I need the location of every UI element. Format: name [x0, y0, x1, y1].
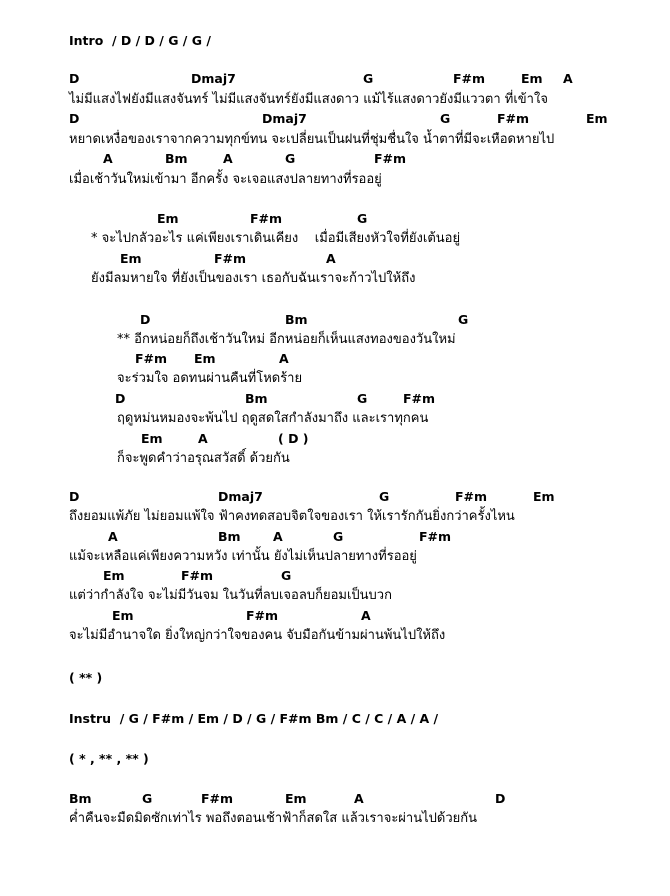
chord-line [0, 211, 670, 226]
chord: ( D ) [278, 431, 309, 446]
chord: D [495, 791, 506, 806]
lyric-line: ถึงยอมแพ้ภัย ไม่ยอมแพ้ใจ ฟ้าคงทดสอบจิตใจของเรา ให้เรารักกันยิ่งกว่าครั้งไหน [69, 509, 515, 524]
chord: Bm [285, 312, 308, 327]
lyric-line: ฤดูหม่นหมองจะพ้นไป ฤดูสดใสกำลังมาถึง และเราทุกคน [117, 411, 429, 426]
chord: F#m [497, 111, 530, 126]
chord: D [69, 489, 80, 504]
lyric-line: ไม่มีแสงไฟยังมีแสงจันทร์ ไม่มีแสงจันทร์ยังมีแสงดาว แม้ไร้แสงดาวยังมีแววตา ที่เข้าใจ [69, 92, 548, 107]
lyric-line: แม้จะเหลือแค่เพียงความหวัง เท่านั้น ยังไม่เห็นปลายทางที่รออยู่ [69, 549, 417, 564]
chord: Em [194, 351, 216, 366]
lyric-line: ก็จะพูดคำว่าอรุณสวัสดิ์ ด้วยกัน [117, 451, 290, 466]
lyric-line: ** อีกหน่อยก็ถึงเช้าวันใหม่ อีกหน่อยก็เห็นแสงทองของวันใหม่ [117, 332, 456, 347]
lyric-line: แต่ว่ากำลังใจ จะไม่มีวันจม ในวันที่ลบเจอลบก็ยอมเป็นบวก [69, 588, 392, 603]
chord: Em [586, 111, 608, 126]
chord-line [0, 151, 670, 166]
chord: F#m [453, 71, 486, 86]
lyric-line: จะไม่มีอำนาจใด ยิ่งใหญ่กว่าใจของคน จับมือกันข้ามผ่านพ้นไปให้ถึง [69, 628, 446, 643]
intro-line: Intro / D / D / G / G / [69, 33, 211, 48]
chord-line [0, 312, 670, 327]
chord-line [0, 351, 670, 366]
chord: Em [533, 489, 555, 504]
lyric-line: * จะไปกลัวอะไร แค่เพียงเราเดินเคียง เมื่อมีเสียงหัวใจที่ยังเต้นอยู่ [91, 231, 461, 246]
chord: F#m [419, 529, 452, 544]
chord: A [354, 791, 364, 806]
instrumental-line: Instru / G / F#m / Em / D / G / F#m Bm / C / C / A / A / [69, 711, 439, 726]
chord: A [361, 608, 371, 623]
chord-line [0, 431, 670, 446]
chord: A [279, 351, 289, 366]
chord-line [0, 529, 670, 544]
chord: G [281, 568, 292, 583]
repeat-sections-marker: ( * , ** , ** ) [69, 751, 149, 766]
chord: Dmaj7 [191, 71, 236, 86]
chord: F#m [455, 489, 488, 504]
chord: F#m [403, 391, 436, 406]
chord: G [285, 151, 296, 166]
lyric-line: ยังมีลมหายใจ ที่ยังเป็นของเรา เธอกับฉันเราจะก้าวไปให้ถึง [91, 271, 416, 286]
chord: F#m [246, 608, 279, 623]
chord: G [142, 791, 153, 806]
chord: Em [157, 211, 179, 226]
chord-line [0, 608, 670, 623]
chord: Bm [165, 151, 188, 166]
chord: F#m [250, 211, 283, 226]
chord: Em [112, 608, 134, 623]
chord: Dmaj7 [218, 489, 263, 504]
chord: Bm [218, 529, 241, 544]
chord: F#m [214, 251, 247, 266]
chord: G [458, 312, 469, 327]
chord: A [198, 431, 208, 446]
chord: A [326, 251, 336, 266]
lyric-line: หยาดเหงื่อของเราจากความทุกข์ทน จะเปลี่ยนเป็นฝนที่ชุ่มชื่นใจ น้ำตาที่มีจะเหือดหายไป [69, 132, 555, 147]
chord: Em [103, 568, 125, 583]
chord-line [0, 568, 670, 583]
chord: F#m [201, 791, 234, 806]
chord: Em [521, 71, 543, 86]
chord: F#m [181, 568, 214, 583]
repeat-chorus-marker: ( ** ) [69, 670, 103, 685]
chord: Dmaj7 [262, 111, 307, 126]
chord: Em [120, 251, 142, 266]
chord: D [115, 391, 126, 406]
chord: G [440, 111, 451, 126]
chord-line [0, 489, 670, 504]
lyric-line: จะร่วมใจ อดทนผ่านคืนที่โหดร้าย [117, 371, 303, 386]
chord: D [140, 312, 151, 327]
chord-line [0, 791, 670, 806]
chord: G [363, 71, 374, 86]
chord: A [108, 529, 118, 544]
chord: Em [141, 431, 163, 446]
chord: G [333, 529, 344, 544]
chord-line [0, 391, 670, 406]
chord: A [563, 71, 573, 86]
chord-line [0, 111, 670, 126]
chord: F#m [374, 151, 407, 166]
chord: G [357, 391, 368, 406]
chord: A [223, 151, 233, 166]
chord: G [379, 489, 390, 504]
chord: F#m [135, 351, 168, 366]
chord: G [357, 211, 368, 226]
chord: D [69, 71, 80, 86]
lyric-line: ค่ำคืนจะมืดมิดซักเท่าไร พอถึงตอนเช้าฟ้าก็สดใส แล้วเราจะผ่านไปด้วยกัน [69, 811, 478, 826]
chord: Bm [69, 791, 92, 806]
chord: A [103, 151, 113, 166]
lyric-line: เมื่อเช้าวันใหม่เข้ามา อีกครั้ง จะเจอแสงปลายทางที่รออยู่ [69, 172, 382, 187]
chord-line [0, 251, 670, 266]
chord: Em [285, 791, 307, 806]
chord: D [69, 111, 80, 126]
chord: A [273, 529, 283, 544]
chord-line [0, 71, 670, 86]
chord: Bm [245, 391, 268, 406]
